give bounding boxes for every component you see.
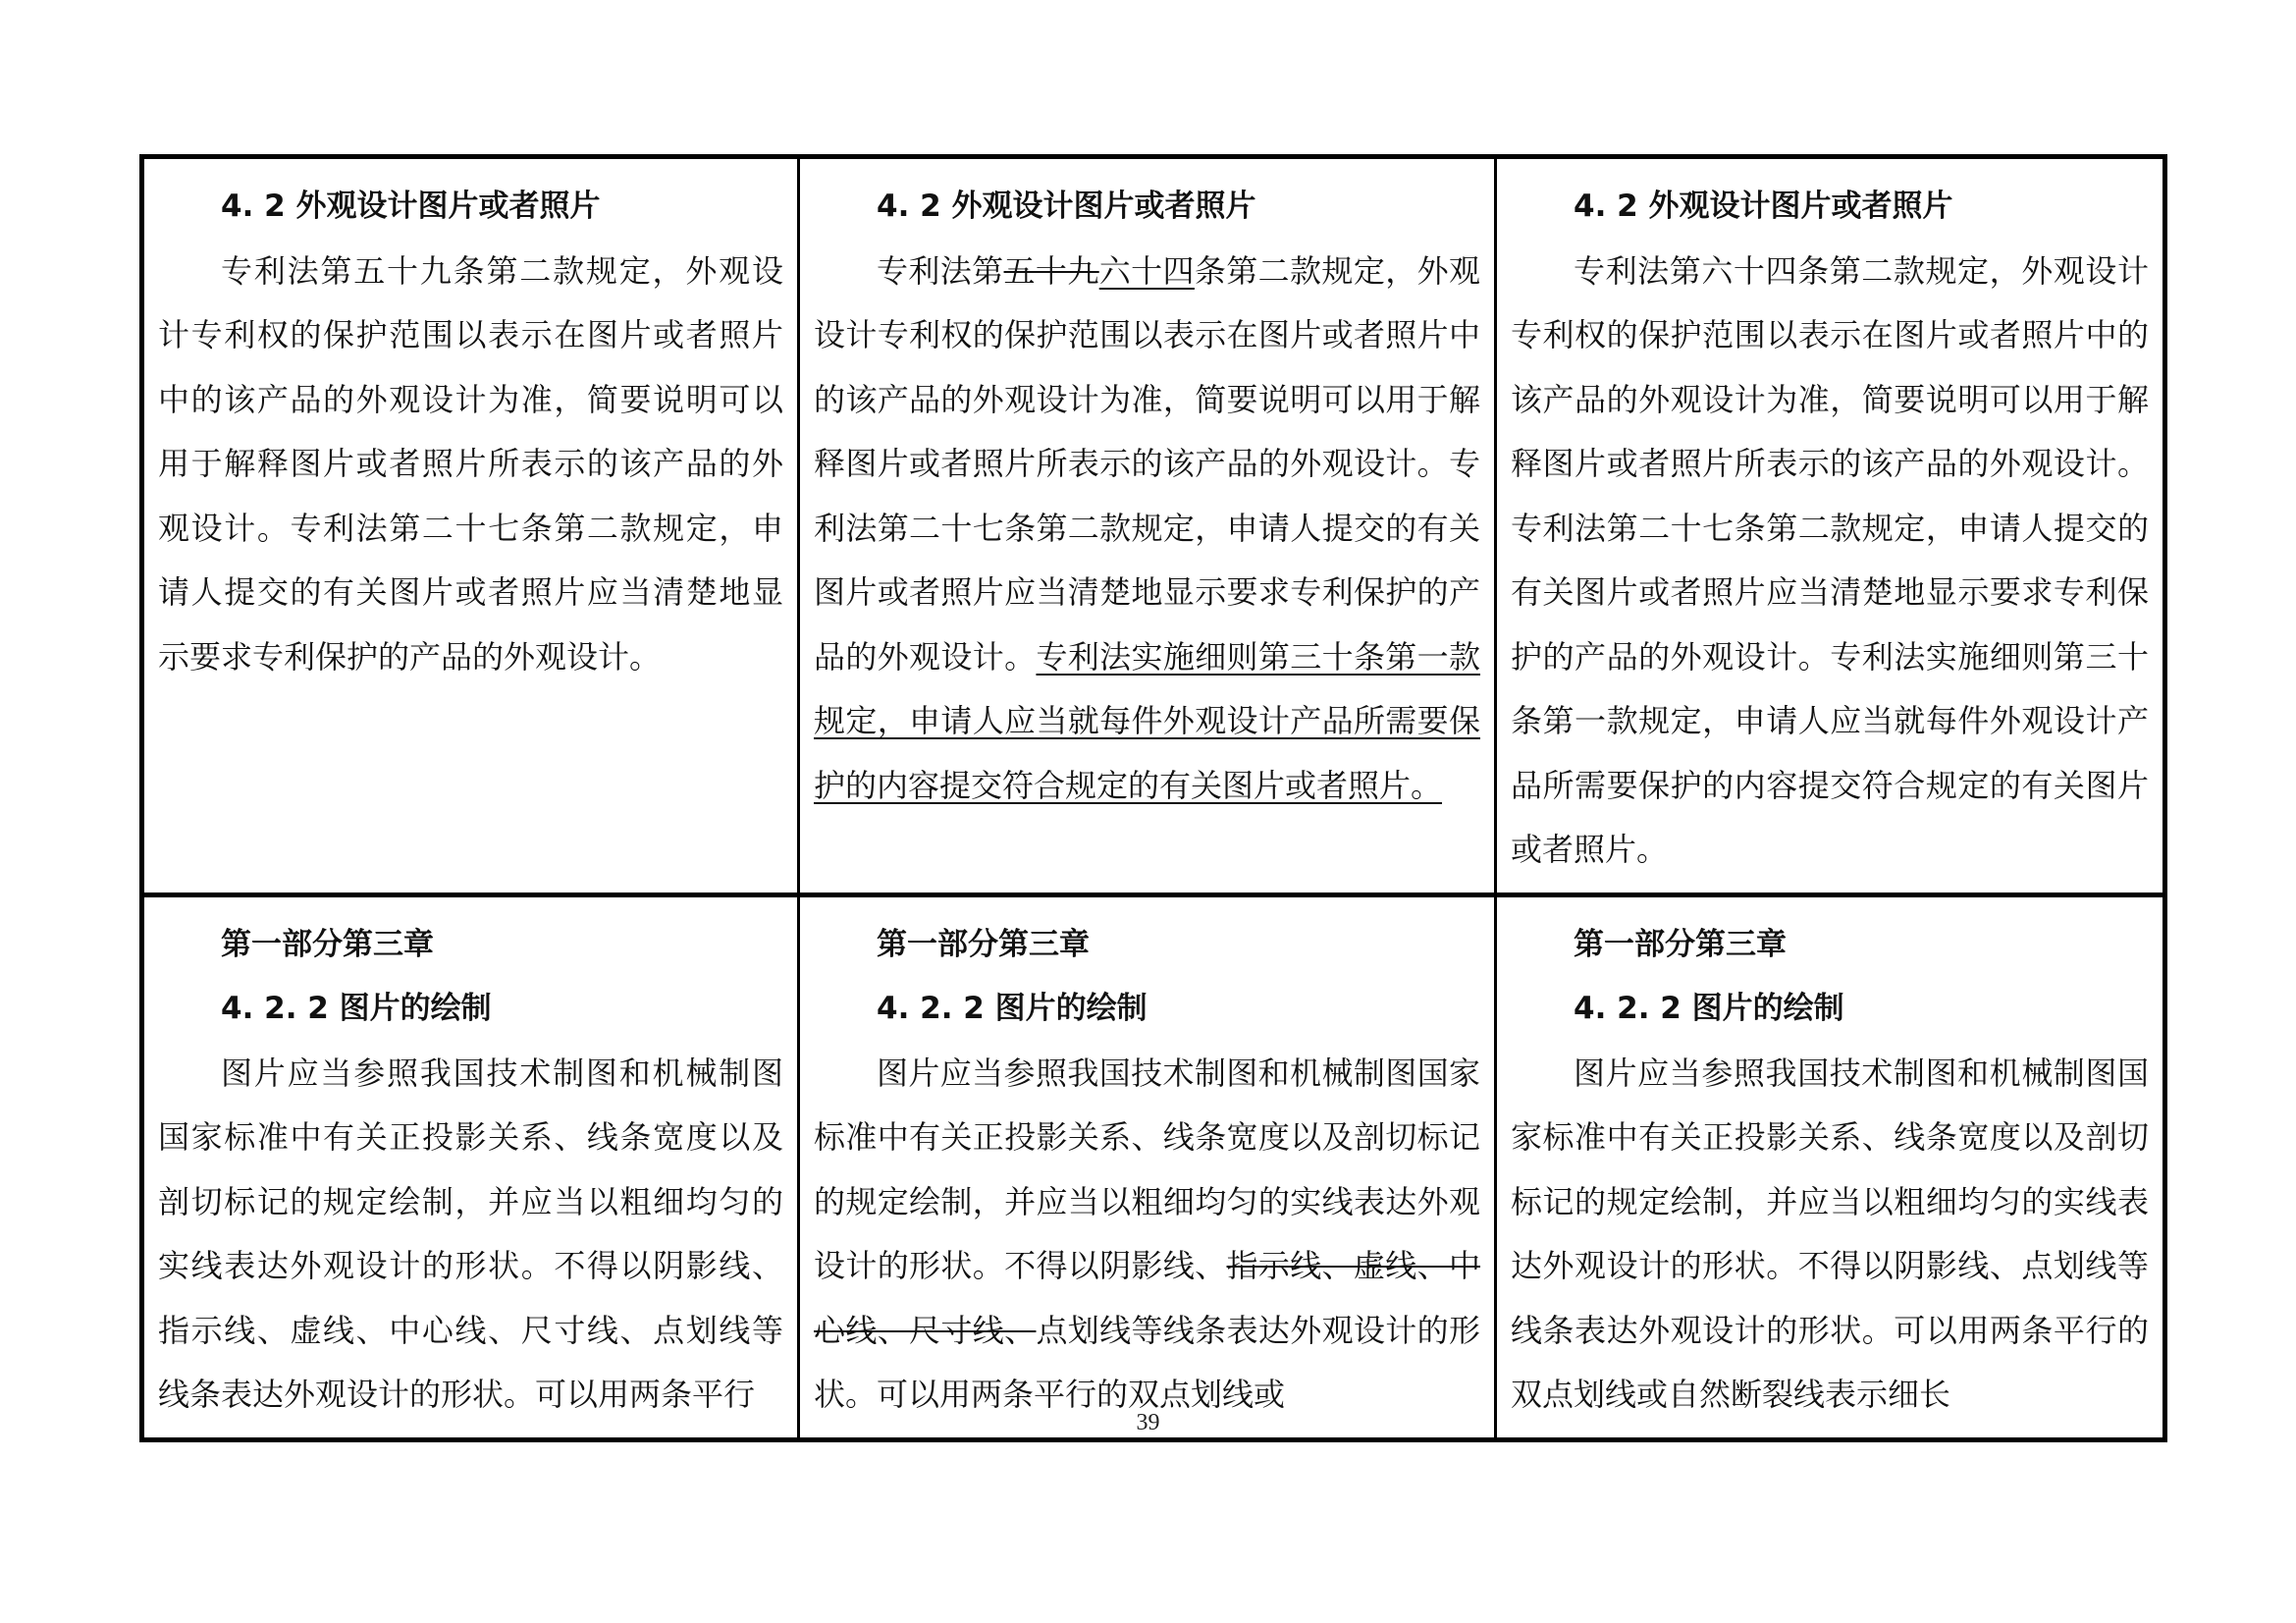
paragraph: 图片应当参照我国技术制图和机械制图国家标准中有关正投影关系、线条宽度以及剖切标记的规定绘制，并应当以粗细均匀的实线表达外观设计的形状。不得以阴影线、指示线、虚线、中心线、尺寸线、点划线等线条表达外观设计的形状。可以用两条平行 [158, 1054, 783, 1413]
cell-amended-4-2-2 [1496, 894, 2165, 1439]
paragraph: 专利法第五十九条第二款规定，外观设计专利权的保护范围以表示在图片或者照片中的该产品的外观设计为准，简要说明可以用于解释图片或者照片所表示的该产品的外观设计。专利法第二十七条第二款规定，申请人提交的有关图片或者照片应当清楚地显示要求专利保护的产品的外观设计。 [158, 251, 783, 676]
paragraph: 图片应当参照我国技术制图和机械制图国家标准中有关正投影关系、线条宽度以及剖切标记的规定绘制，并应当以粗细均匀的实线表达外观设计的形状。不得以阴影线、点划线等线条表达外观设计的形状。可以用两条平行的双点划线或自然断裂线表示细长 [1511, 1054, 2149, 1413]
text-run: 图片应当参照我国技术制图和机械制图国家标准中有关正投影关系、线条宽度以及剖切标记的规定绘制，并应当以粗细均匀的实线表达外观设计的形状。不得以阴影线、 [814, 1054, 1480, 1284]
section-heading: 4. 2. 2 图片的绘制 [877, 991, 1148, 1026]
section-heading: 4. 2 外观设计图片或者照片 [221, 189, 601, 224]
cell-original-4-2 [142, 157, 799, 895]
cell-amended-4-2 [1496, 157, 2165, 895]
chapter-heading: 第一部分第三章 [877, 926, 1090, 962]
section-heading: 4. 2 外观设计图片或者照片 [877, 189, 1256, 224]
text-run: 条第二款规定，外观设计专利权的保护范围以表示在图片或者照片中的该产品的外观设计为准，简要说明可以用于解释图片或者照片所表示的该产品的外观设计。专利法第二十七条第二款规定，申请人提交的有关图片或者照片应当清楚地显示要求专利保护的产品的外观设计。 [814, 251, 1480, 676]
chapter-heading: 第一部分第三章 [1574, 926, 1787, 962]
paragraph [814, 240, 1480, 819]
cell-original-4-2-2 [142, 894, 799, 1439]
section-heading: 4. 2. 2 图片的绘制 [221, 991, 492, 1026]
inserted-text: 六十四 [1098, 251, 1195, 290]
comparison-table [139, 154, 2167, 1442]
table-row [142, 894, 2165, 1439]
page-number: 39 [1136, 1410, 1160, 1435]
text-run: 专利法第 [877, 251, 1004, 290]
cell-revision-4-2-2 [799, 894, 1496, 1439]
deleted-text: 指示线、虚线、中心线、尺寸线、 [814, 1247, 1480, 1349]
inserted-text: 专利法实施细则第三十条第一款规定，申请人应当就每件外观设计产品所需要保护的内容提交符合规定的有关图片或者照片。 [814, 637, 1480, 804]
section-heading: 4. 2. 2 图片的绘制 [1574, 991, 1844, 1026]
paragraph: 专利法第六十四条第二款规定，外观设计专利权的保护范围以表示在图片或者照片中的该产品的外观设计为准，简要说明可以用于解释图片或者照片所表示的该产品的外观设计。专利法第二十七条第二款规定，申请人提交的有关图片或者照片应当清楚地显示要求专利保护的产品的外观设计。专利法实施细则第三十条第一款规定，申请人应当就每件外观设计产品所需要保护的内容提交符合规定的有关图片或者照片。 [1511, 251, 2149, 868]
table-row [142, 157, 2165, 895]
deleted-text: 五十九 [1003, 251, 1099, 290]
paragraph [814, 1042, 1480, 1428]
text-run: 点划线等线条表达外观设计的形状。可以用两条平行的双点划线或 [814, 1311, 1480, 1413]
cell-revision-4-2 [799, 157, 1496, 895]
chapter-heading: 第一部分第三章 [221, 926, 434, 962]
section-heading: 4. 2 外观设计图片或者照片 [1574, 189, 1953, 224]
